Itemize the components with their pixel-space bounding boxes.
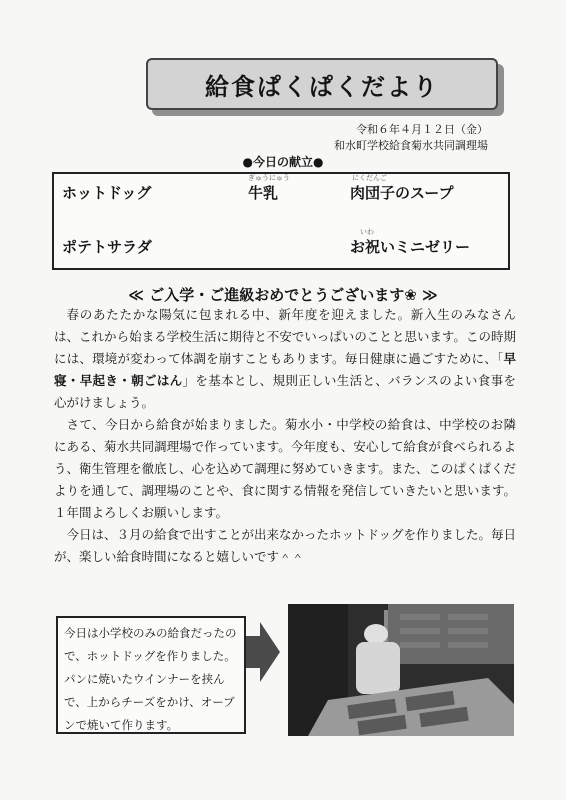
- newsletter-title: 給食ぱくぱくだより: [205, 72, 439, 101]
- article-headline: ≪ ご入学・ご進級おめでとうございます❀ ≫: [128, 286, 438, 304]
- menu-item: にくだんご 肉団子のスープ: [350, 174, 454, 202]
- cooking-photo: [288, 604, 514, 736]
- menu-heading: ●今日の献立●: [242, 155, 324, 169]
- title-banner: [146, 58, 498, 110]
- organization-name: 和水町学校給食菊水共同調理場: [334, 139, 488, 152]
- emphasis-text: 早寝・早起き・朝ごはん: [54, 351, 516, 388]
- arrow-right-icon: [246, 622, 280, 682]
- article-paragraph: 今日は、３月の給食で出すことが出来なかったホットドッグを作りました。毎日が、楽しい給食時間になると嬉しいです＾＾: [54, 527, 517, 564]
- menu-item: いわ お祝いミニゼリー: [350, 228, 471, 256]
- kitchen-scene-image: [288, 604, 514, 736]
- menu-box: [52, 172, 510, 270]
- note-box: 今日は小学校のみの給食だったので、ホットドッグを作りました。パンに焼いたウインナーを挟んで、上からチーズをかけ、オーブンで焼いて作ります。: [56, 616, 246, 734]
- menu-item: ホットドッグ: [62, 184, 152, 202]
- article-body: [54, 304, 516, 568]
- issue-date: 令和６年４月１２日（金）: [356, 123, 488, 136]
- menu-item: ポテトサラダ: [62, 238, 152, 256]
- article-paragraph: 春のあたたかな陽気に包まれる中、新年度を迎えました。新入生のみなさんは、これから始まる学校生活に期待と不安でいっぱいのことと思います。この時期には、環境が変わって体調を崩すこともあります。毎日健康に過ごすために、「早寝・早起き・朝ごはん」を基本とし、規則正しい生活と、バランスのよい食事を心がけましょう。: [54, 307, 516, 410]
- menu-item: ぎゅうにゅう 牛乳: [248, 174, 290, 202]
- article-paragraph: さて、今日から給食が始まりました。菊水小・中学校の給食は、中学校のお隣にある、菊水共同調理場で作っています。今年度も、安心して給食が食べられるよう、衛生管理を徹底し、心を込めて調理に努めていきます。また、このぱくぱくだよりを通して、調理場のことや、食に関する情報を発信していきたいと思います。１年間よろしくお願いします。: [54, 417, 516, 520]
